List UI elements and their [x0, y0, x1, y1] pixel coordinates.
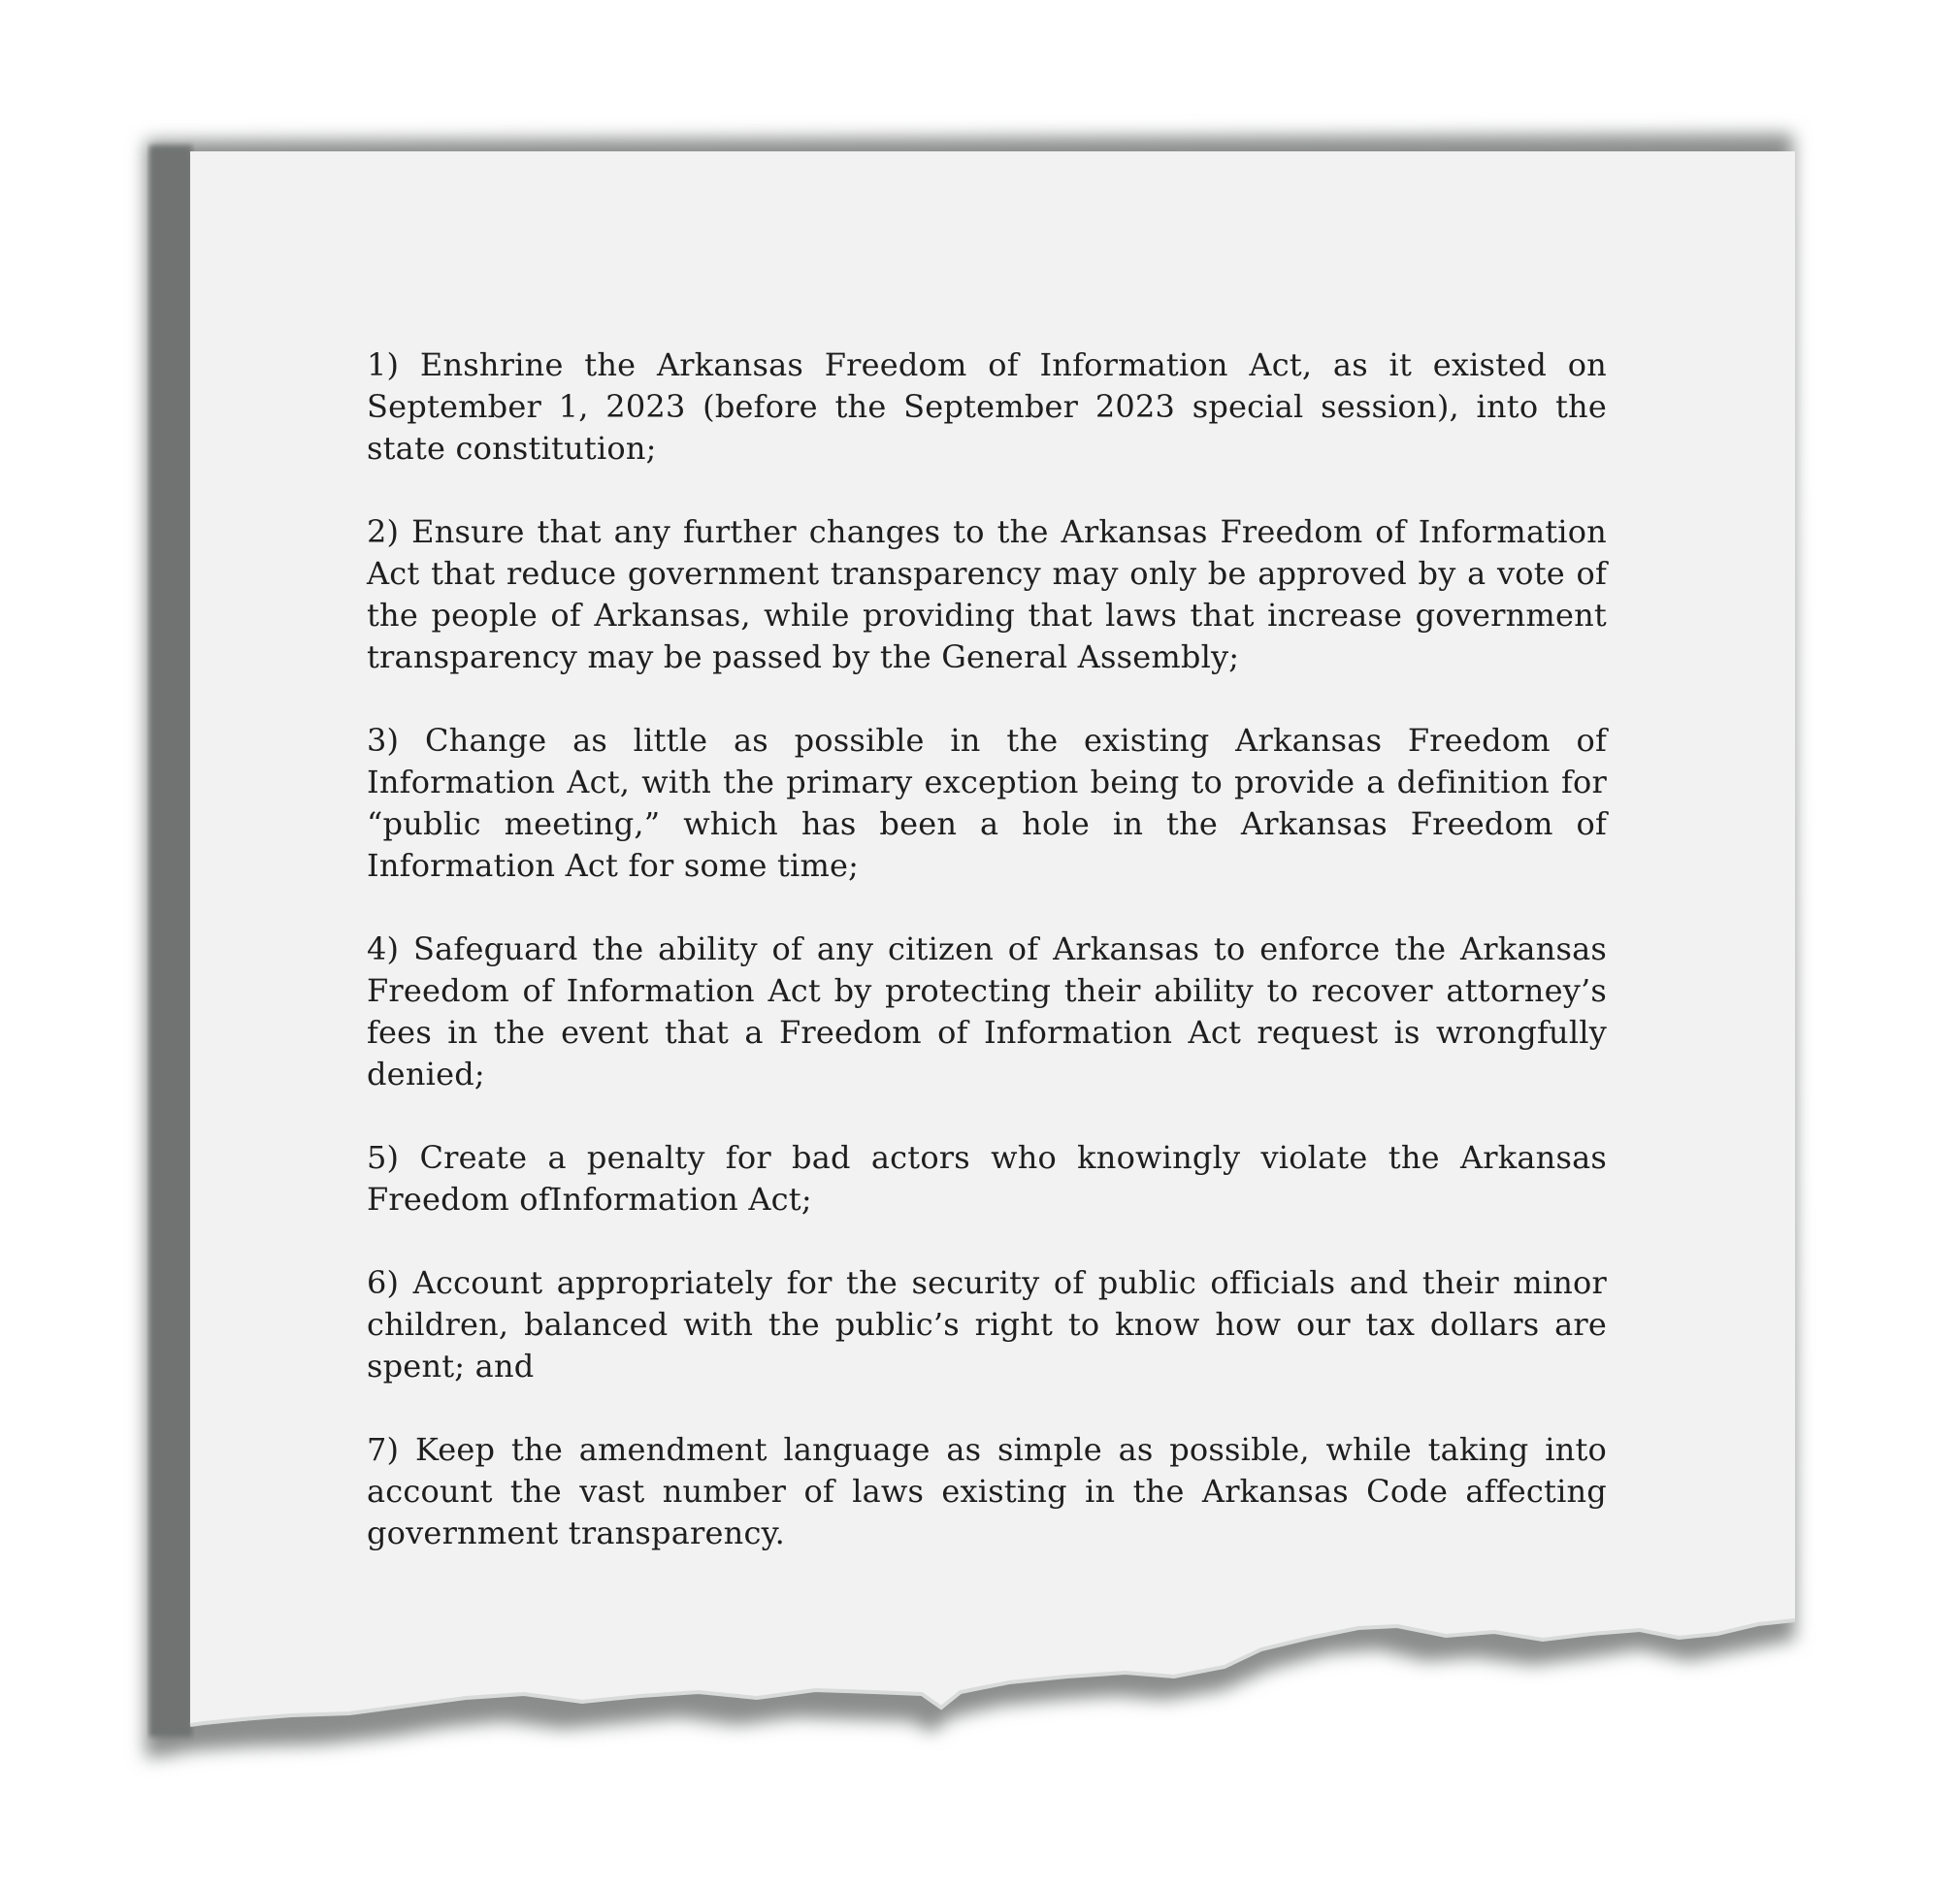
list-item: 7) Keep the amendment language as simple as possible, while taking into account the vast number of laws existing in the Arkansas Code affecting government transparency.: [367, 1431, 1607, 1551]
left-shadow-band: [149, 146, 192, 1737]
list-item: 2) Ensure that any further changes to the Arkansas Freedom of Information Act that reduce government transparency may only be approved by a vote of the people of Arkansas, while providing that laws that increase government transparency may be passed by the General Assembly;: [367, 513, 1607, 675]
document-body: [367, 344, 1607, 1596]
list-item: 1) Enshrine the Arkansas Freedom of Information Act, as it existed on September 1, 2023 (before the September 2023 special session), into the state constitution;: [367, 346, 1607, 467]
list-item: 6) Account appropriately for the security of public officials and their minor children, balanced with the public’s right to know how our tax dollars are spent; and: [367, 1264, 1607, 1385]
list-item: 3) Change as little as possible in the existing Arkansas Freedom of Information Act, with the primary exception being to provide a definition for “public meeting,” which has been a hole in the Arkansas Freedom of Information Act for some time;: [367, 722, 1607, 884]
list-item: 5) Create a penalty for bad actors who knowingly violate the Arkansas Freedom ofInformation Act;: [367, 1139, 1607, 1218]
list-item: 4) Safeguard the ability of any citizen of Arkansas to enforce the Arkansas Freedom of Information Act by protecting their ability to recover attorney’s fees in the event that a Freedom of Information Act request is wrongfully denied;: [367, 930, 1607, 1092]
